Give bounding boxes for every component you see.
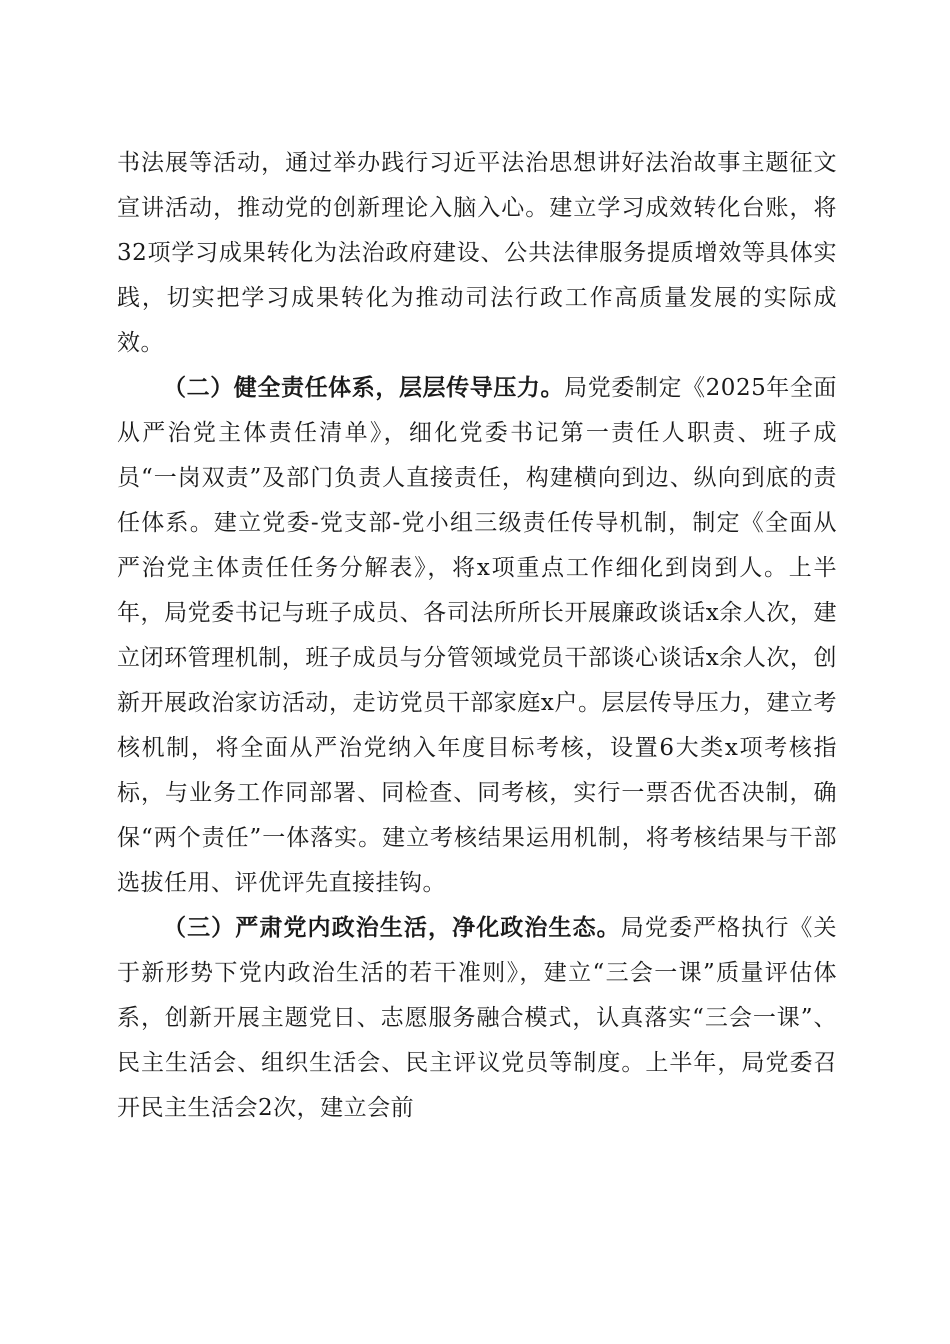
section-three-heading: （三）严肃党内政治生活，净化政治生态。 [163,915,621,941]
paragraph-continuation [117,141,837,366]
paragraph-section-three [117,906,837,1131]
paragraph-1-text: 书法展等活动，通过举办践行习近平法治思想讲好法治故事主题征文宣讲活动，推动党的创新理论入脑入心。建立学习成效转化台账，将32项学习成果转化为法治政府建设、公共法律服务提质增效等具体实践，切实把学习成果转化为推动司法行政工作高质量发展的实际成效。 [117,150,837,356]
section-three-text: 局党委严格执行《关于新形势下党内政治生活的若干准则》，建立“三会一课”质量评估体系，创新开展主题党日、志愿服务融合模式，认真落实“三会一课”、民主生活会、组织生活会、民主评议党员等制度。上半年，局党委召开民主生活会2次，建立会前 [117,915,838,1121]
section-two-heading: （二）健全责任体系，层层传导压力。 [163,375,565,401]
paragraph-section-two [117,366,837,906]
document-body [117,141,837,1131]
section-two-text: 局党委制定《2025年全面从严治党主体责任清单》，细化党委书记第一责任人职责、班子成员“一岗双责”及部门负责人直接责任，构建横向到边、纵向到底的责任体系。建立党委-党支部-党小组三级责任传导机制，制定《全面从严治党主体责任任务分解表》，将x项重点工作细化到岗到人。上半年，局党委书记与班子成员、各司法所所长开展廉政谈话x余人次，建立闭环管理机制，班子成员与分管领域党员干部谈心谈话x余人次，创新开展政治家访活动，走访党员干部家庭x户。层层传导压力，建立考核机制，将全面从严治党纳入年度目标考核，设置6大类x项考核指标，与业务工作同部署、同检查、同考核，实行一票否优否决制，确保“两个责任”一体落实。建立考核结果运用机制，将考核结果与干部选拔任用、评优评先直接挂钩。 [117,375,837,896]
